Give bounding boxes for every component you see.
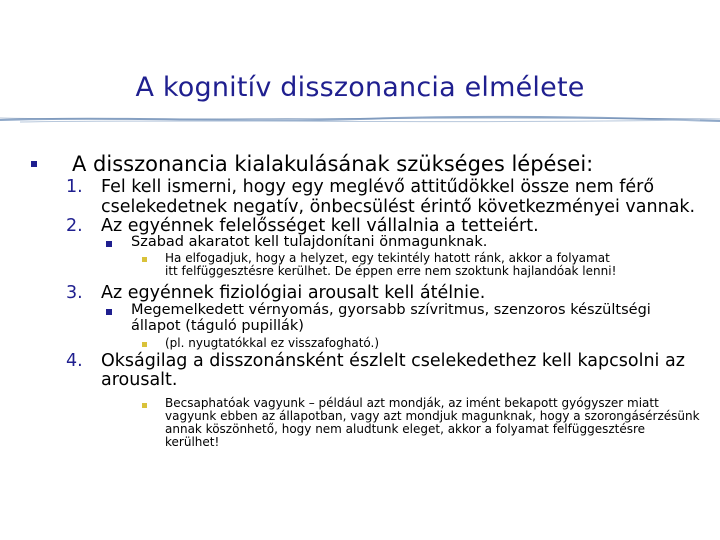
step-2-text: Az egyénnek felelősséget kell vállalnia a tetteiért. (101, 216, 539, 236)
sub2-bullet-square (106, 241, 112, 247)
sub4-detail-line1: Becsaphatóak vagyunk – például azt mondják, az imént bekapott gyógyszer miatt (165, 396, 659, 410)
main-bullet-square (31, 161, 37, 167)
sub2-text: Szabad akaratot kell tulajdonítani önmagunknak. (131, 234, 488, 250)
sub2-detail-line2: itt felfüggesztésre kerülhet. De éppen erre nem szoktunk hajlandóak lenni! (165, 264, 617, 278)
title-underline (0, 113, 720, 127)
sub4-detail-bullet (142, 403, 147, 408)
step-4-number: 4. (66, 351, 83, 371)
slide-title: A kognitív disszonancia elmélete (135, 72, 585, 103)
sub3-text-line1: Megemelkedett vérnyomás, gyorsabb szívritmus, szenzoros készültségi (131, 302, 651, 318)
sub4-detail-line3: annak köszönhető, hogy nem aludtunk eleget, akkor a folyamat felfüggesztésre (165, 422, 646, 436)
sub3-bullet-square (106, 309, 112, 315)
step-3-text: Az egyénnek fiziológiai arousalt kell átélnie. (101, 283, 486, 303)
sub3-detail-bullet (142, 342, 147, 347)
step-3-number: 3. (66, 283, 83, 303)
sub2-detail-line1: Ha elfogadjuk, hogy a helyzet, egy tekintély hatott ránk, akkor a folyamat (165, 251, 610, 265)
sub4-detail-line2: vagyunk ebben az állapotban, vagy azt mondjuk magunknak, hogy a szorongásérzésünk (165, 409, 700, 423)
step-2-number: 2. (66, 216, 83, 236)
step-4-text-line1: Okságilag a disszonánsként észlelt cselekedethez kell kapcsolni az (101, 351, 685, 371)
step-1-number: 1. (66, 177, 83, 197)
main-point: A disszonancia kialakulásának szükséges lépései: (72, 152, 594, 176)
sub3-detail-text: (pl. nyugtatókkal ez visszafogható.) (165, 336, 380, 350)
step-1-text-line1: Fel kell ismerni, hogy egy meglévő attitűdökkel össze nem férő (101, 177, 655, 197)
sub2-detail-bullet (142, 257, 147, 262)
sub3-text-line2: állapot (táguló pupillák) (131, 318, 304, 334)
sub4-detail-line4: kerülhet! (165, 435, 220, 449)
step-1-text-line2: cselekedetnek negatív, önbecsülést érintő következményei vannak. (101, 197, 696, 217)
step-4-text-line2: arousalt. (101, 370, 178, 390)
